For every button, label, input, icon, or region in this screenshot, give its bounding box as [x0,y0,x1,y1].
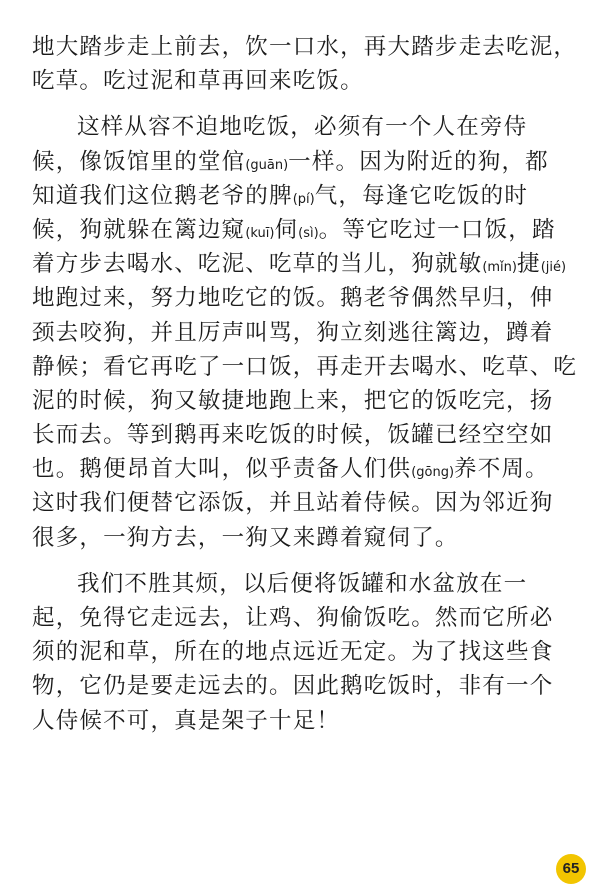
pinyin-annotation: (sì) [298,225,319,241]
text-line: 这样从容不迫地吃饭，必须有一个人在旁侍 [77,114,528,141]
text-line: 吃草。吃过泥和草再回来吃饭。 [32,68,364,95]
pinyin-annotation: (guān) [245,157,289,173]
text-line: 须的泥和草，所在的地点远近无定。为了找这些食 [32,639,554,666]
page-number-badge: 65 [556,854,586,884]
text-line: 长而去。等到鹅再来吃饭的时候，饭罐已经空空如 [32,422,554,449]
text-line: 物，它仍是要走远去的。因此鹅吃饭时，非有一个 [32,673,554,700]
text-line: 很多，一狗方去，一狗又来蹲着窥伺了。 [32,524,459,551]
pinyin-annotation: (pí) [292,191,315,207]
pinyin-annotation: (mǐn) [482,260,517,276]
text-line: 也。鹅便昂首大叫，似乎责备人们供(gōng)养不周。 [32,456,549,483]
paragraph-2 [32,110,578,554]
paragraph-3 [32,567,562,738]
text-line: 地大踏步走上前去，饮一口水，再大踏步走去吃泥， [32,34,578,60]
pinyin-annotation: (gōng) [411,465,455,481]
text-line: 静候；看它再吃了一口饭，再走开去喝水、吃草、吃 [32,353,578,380]
text-line: 候，像饭馆里的堂倌(guān)一样。因为附近的狗，都 [32,148,549,175]
paragraph-1 [32,30,578,98]
text-line: 颈去咬狗，并且厉声叫骂，狗立刻逃往篱边，蹲着 [32,319,554,346]
text-line: 地跑过来，努力地吃它的饭。鹅老爷偶然早归，伸 [32,285,554,312]
text-line: 着方步去喝水、吃泥、吃草的当儿，狗就敏(mǐn)捷(jié) [32,251,567,278]
text-line: 泥的时候，狗又敏捷地跑上来，把它的饭吃完，扬 [32,387,554,414]
text-line: 起，免得它走远去，让鸡、狗偷饭吃。然而它所必 [32,605,554,631]
text-line: 人侍候不可，真是架子十足！ [32,707,341,734]
pinyin-annotation: (jié) [540,260,567,276]
text-line: 我们不胜其烦，以后便将饭罐和水盆放在一 [77,570,528,597]
text-line: 知道我们这位鹅老爷的脾(pí)气，每逢它吃饭的时 [32,182,529,209]
pinyin-annotation: (kuī) [245,225,275,241]
text-line: 这时我们便替它添饭，并且站着侍候。因为邻近狗 [32,490,554,517]
body-text [32,30,578,738]
text-line: 候，狗就躲在篱边窥(kuī)伺(sì)。等它吃过一口饭，踏 [32,216,556,243]
